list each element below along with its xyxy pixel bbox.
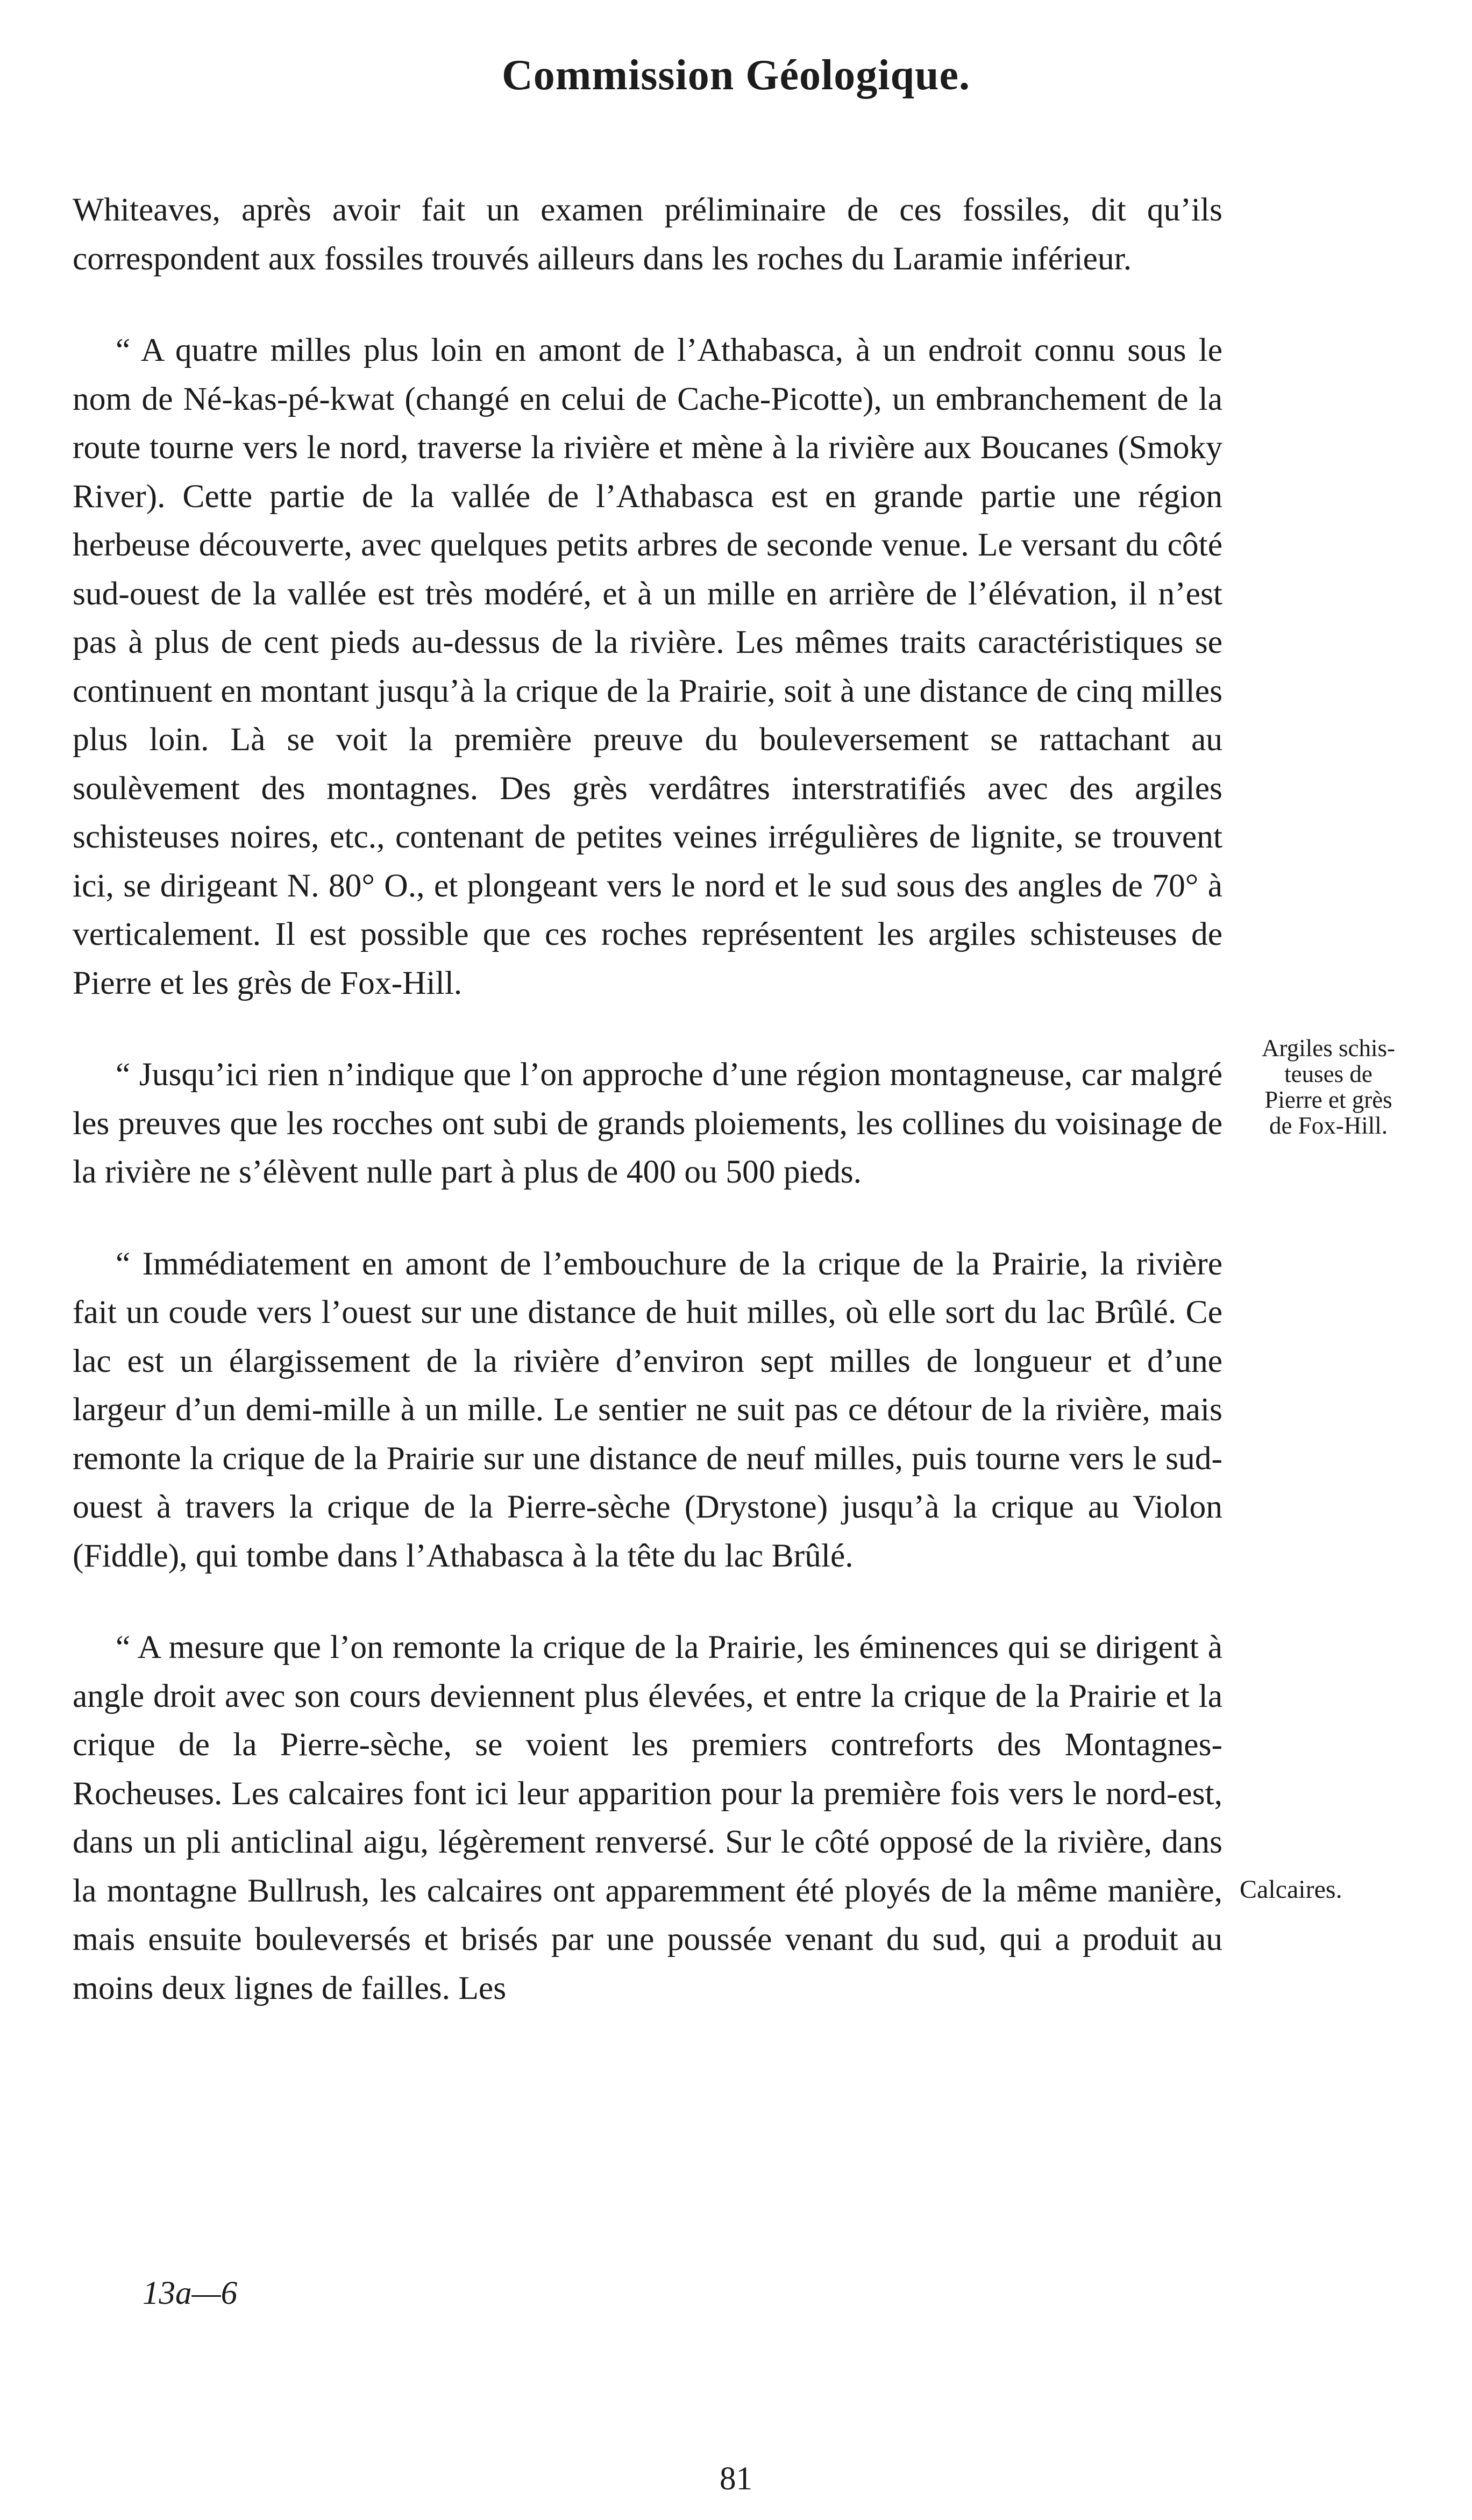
marginal-note-argiles <box>1237 1035 1420 1138</box>
paragraph-1: Whiteaves, après avoir fait un examen préliminaire de ces fossiles, dit qu’ils correspondent aux fossiles trouvés ailleurs dans les roches du Laramie inférieur. <box>73 191 1222 277</box>
marginal-note-line: Argiles schis- <box>1262 1035 1395 1062</box>
main-text <box>73 186 1222 2012</box>
paragraph-3: “ Jusqu’ici rien n’indique que l’on approche d’une région montagneuse, car malgré les preuves que les rocches ont subi de grands ploiements, les collines du voisinage de la rivière ne s’élèvent nulle part à plus de 400 ou 500 pieds. <box>73 1056 1222 1190</box>
signature-mark: 13a—6 <box>143 2275 238 2311</box>
page-title: Commission Géologique. <box>502 52 970 99</box>
marginal-note-line: teuses de <box>1284 1060 1373 1087</box>
marginal-note-line: Pierre et grès <box>1264 1086 1392 1113</box>
marginal-note-calcaires: Calcaires. <box>1240 1875 1342 1904</box>
paragraph-4: “ Immédiatement en amont de l’embouchure de la crique de la Prairie, la rivière fait un coude vers l’ouest sur une distance de huit milles, où elle sort du lac Brûlé. Ce lac est un élargissement de la rivière d’environ sept milles de longueur et d’une largeur d’un demi-mille à un mille. Le sentier ne suit pas ce détour de la rivière, mais remonte la crique de la Prairie sur une distance de neuf milles, puis tourne vers le sud-ouest à travers la crique de la Pierre-sèche (Drystone) jusqu’à la crique au Violon (Fiddle), qui tombe dans l’Athabasca à la tête du lac Brûlé. <box>73 1245 1222 1574</box>
page-number: 81 <box>720 2461 752 2497</box>
paragraph-5: “ A mesure que l’on remonte la crique de la Prairie, les éminences qui se dirigent à angle droit avec son cours deviennent plus élevées, et entre la crique de la Prairie et la crique de la Pierre-sèche, se voient les premiers contreforts des Montagnes-Rocheuses. Les calcaires font ici leur apparition pour la première fois vers le nord-est, dans un pli anticlinal aigu, légèrement renversé. Sur le côté opposé de la rivière, dans la montagne Bullrush, les calcaires ont apparemment été ployés de la même manière, mais ensuite bouleversés et brisés par une poussée venant du sud, qui a produit au moins deux lignes de failles. Les <box>73 1629 1222 2006</box>
marginal-note-line: de Fox-Hill. <box>1269 1112 1388 1139</box>
paragraph-2: “ A quatre milles plus loin en amont de l’Athabasca, à un endroit connu sous le nom de Né-kas-pé-kwat (changé en celui de Cache-Picotte), un embranchement de la route tourne vers le nord, traverse la rivière et mène à la rivière aux Boucanes (Smoky River). Cette partie de la vallée de l’Athabasca est en grande partie une région herbeuse découverte, avec quelques petits arbres de seconde venue. Le versant du côté sud-ouest de la vallée est très modéré, et à un mille en arrière de l’élévation, il n’est pas à plus de cent pieds au-dessus de la rivière. Les mêmes traits caractéristiques se continuent en montant jusqu’à la crique de la Prairie, soit à une distance de cinq milles plus loin. Là se voit la première preuve du bouleversement se rattachant au soulèvement des montagnes. Des grès verdâtres interstratifiés avec des argiles schisteuses noires, etc., contenant de petites veines irrégulières de lignite, se trouvent ici, se dirigeant N. 80° O., et plongeant vers le nord et le sud sous des angles de 70° à verticalement. Il est possible que ces roches représentent les argiles schisteuses de Pierre et les grès de Fox-Hill. <box>73 332 1222 1001</box>
